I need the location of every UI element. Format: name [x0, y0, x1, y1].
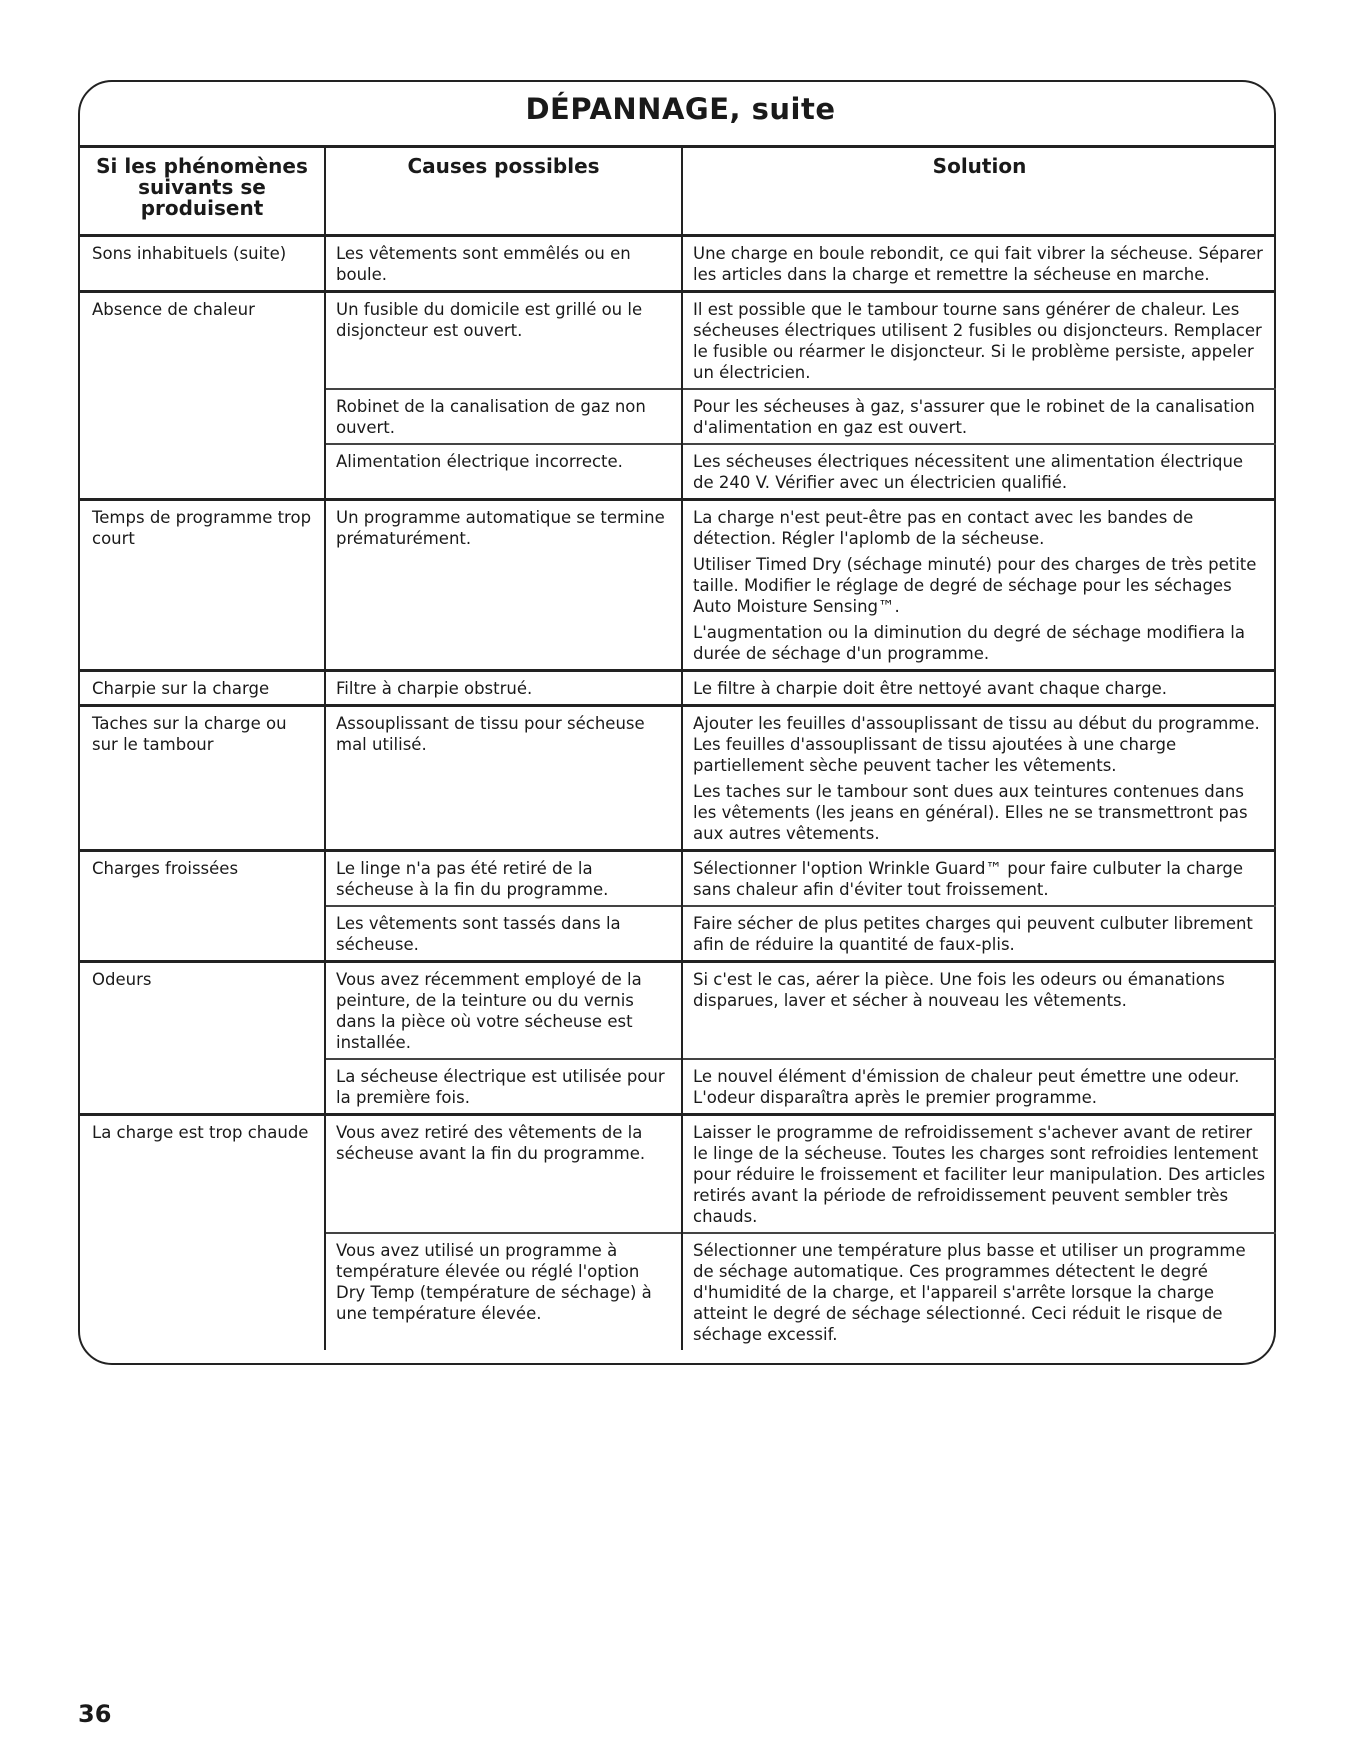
solution-cell — [682, 1115, 1276, 1234]
solution-cell — [682, 1233, 1276, 1350]
cause-cell: Assouplissant de tissu pour sécheuse mal utilisé. — [325, 706, 682, 851]
solution-cell — [682, 906, 1276, 962]
solution-paragraph: La charge n'est peut-être pas en contact avec les bandes de détection. Régler l'aplomb de la sécheuse. — [693, 508, 1194, 548]
problem-cell: Absence de chaleur — [80, 292, 325, 500]
solution-cell — [682, 389, 1276, 444]
solution-paragraph: Sélectionner l'option Wrinkle Guard™ pour faire culbuter la charge sans chaleur afin d'éviter tout froissement. — [693, 859, 1243, 899]
header-solution: Solution — [682, 147, 1276, 236]
solution-paragraph: Pour les sécheuses à gaz, s'assurer que le robinet de la canalisation d'alimentation en gaz est ouvert. — [693, 397, 1255, 437]
cause-cell: Vous avez utilisé un programme à température élevée ou réglé l'option Dry Temp (température de séchage) à une température élevée. — [325, 1233, 682, 1350]
cause-cell: La sécheuse électrique est utilisée pour la première fois. — [325, 1059, 682, 1115]
page-number: 36 — [78, 1700, 112, 1728]
cause-cell: Vous avez récemment employé de la peinture, de la teinture ou du vernis dans la pièce où votre sécheuse est installée. — [325, 962, 682, 1060]
solution-paragraph: Le nouvel élément d'émission de chaleur peut émettre une odeur. L'odeur disparaîtra après le premier programme. — [693, 1067, 1240, 1107]
solution-paragraph: Le filtre à charpie doit être nettoyé avant chaque charge. — [693, 679, 1168, 698]
solution-paragraph: Sélectionner une température plus basse et utiliser un programme de séchage automatique. Ces programmes détectent le degré d'humidité de la charge, et l'appareil s'arrête lorsque la charge atteint le degré de séchage sélectionné. Ceci réduit le risque de séchage excessif. — [693, 1241, 1246, 1344]
problem-cell: Charpie sur la charge — [80, 671, 325, 706]
cause-cell: Les vêtements sont emmêlés ou en boule. — [325, 236, 682, 292]
solution-cell — [682, 706, 1276, 851]
solution-cell — [682, 851, 1276, 907]
solution-cell — [682, 444, 1276, 500]
problem-cell: Charges froissées — [80, 851, 325, 962]
cause-cell: Les vêtements sont tassés dans la sécheuse. — [325, 906, 682, 962]
cause-cell: Filtre à charpie obstrué. — [325, 671, 682, 706]
cause-cell: Robinet de la canalisation de gaz non ouvert. — [325, 389, 682, 444]
solution-cell — [682, 962, 1276, 1060]
cause-cell: Un programme automatique se termine prématurément. — [325, 500, 682, 671]
table-row — [80, 706, 1276, 851]
table-body — [80, 236, 1276, 1351]
table-row — [80, 1115, 1276, 1234]
table-row — [80, 851, 1276, 907]
solution-paragraph: Les taches sur le tambour sont dues aux teintures contenues dans les vêtements (les jeans en général). Elles ne se transmettront pas aux autres vêtements. — [693, 782, 1248, 843]
problem-cell: Taches sur la charge ou sur le tambour — [80, 706, 325, 851]
troubleshooting-table — [80, 145, 1276, 1350]
solution-cell — [682, 500, 1276, 671]
solution-paragraph: Laisser le programme de refroidissement s'achever avant de retirer le linge de la sécheuse. Toutes les charges sont refroidies lentement pour réduire le froissement et faciliter leur manipulation. Des articles retirés avant la période de refroidissement peuvent sembler très chauds. — [693, 1123, 1266, 1226]
problem-cell: Temps de programme trop court — [80, 500, 325, 671]
solution-cell — [682, 236, 1276, 292]
solution-paragraph: Utiliser Timed Dry (séchage minuté) pour des charges de très petite taille. Modifier le réglage de degré de séchage pour les séchages Auto Moisture Sensing™. — [693, 555, 1257, 616]
header-problem: Si les phénomènes suivants se produisent — [80, 147, 325, 236]
problem-cell: Sons inhabituels (suite) — [80, 236, 325, 292]
problem-cell: Odeurs — [80, 962, 325, 1115]
header-cause: Causes possibles — [325, 147, 682, 236]
solution-paragraph: Il est possible que le tambour tourne sans générer de chaleur. Les sécheuses électriques utilisent 2 fusibles ou disjoncteurs. Remplacer le fusible ou réarmer le disjoncteur. Si le problème persiste, appeler un électricien. — [693, 300, 1262, 382]
page-title: DÉPANNAGE, suite — [525, 92, 836, 126]
solution-paragraph: L'augmentation ou la diminution du degré de séchage modifiera la durée de séchage d'un programme. — [693, 623, 1245, 663]
table-header-row — [80, 147, 1276, 236]
table-row — [80, 236, 1276, 292]
solution-paragraph: Une charge en boule rebondit, ce qui fait vibrer la sécheuse. Séparer les articles dans la charge et remettre la sécheuse en marche. — [693, 244, 1263, 284]
solution-cell — [682, 1059, 1276, 1115]
cause-cell: Vous avez retiré des vêtements de la sécheuse avant la fin du programme. — [325, 1115, 682, 1234]
cause-cell: Un fusible du domicile est grillé ou le disjoncteur est ouvert. — [325, 292, 682, 390]
solution-paragraph: Faire sécher de plus petites charges qui peuvent culbuter librement afin de réduire la quantité de faux-plis. — [693, 914, 1253, 954]
table-row — [80, 962, 1276, 1060]
table-row — [80, 671, 1276, 706]
solution-paragraph: Si c'est le cas, aérer la pièce. Une fois les odeurs ou émanations disparues, laver et sécher à nouveau les vêtements. — [693, 970, 1225, 1010]
solution-paragraph: Ajouter les feuilles d'assouplissant de tissu au début du programme. Les feuilles d'assouplissant de tissu ajoutées à une charge partiellement sèche peuvent tacher les vêtements. — [693, 714, 1260, 775]
table-row — [80, 500, 1276, 671]
table-row — [80, 292, 1276, 390]
problem-cell: La charge est trop chaude — [80, 1115, 325, 1351]
cause-cell: Le linge n'a pas été retiré de la sécheuse à la fin du programme. — [325, 851, 682, 907]
solution-cell — [682, 292, 1276, 390]
cause-cell: Alimentation électrique incorrecte. — [325, 444, 682, 500]
solution-cell — [682, 671, 1276, 706]
solution-paragraph: Les sécheuses électriques nécessitent une alimentation électrique de 240 V. Vérifier avec un électricien qualifié. — [693, 452, 1244, 492]
